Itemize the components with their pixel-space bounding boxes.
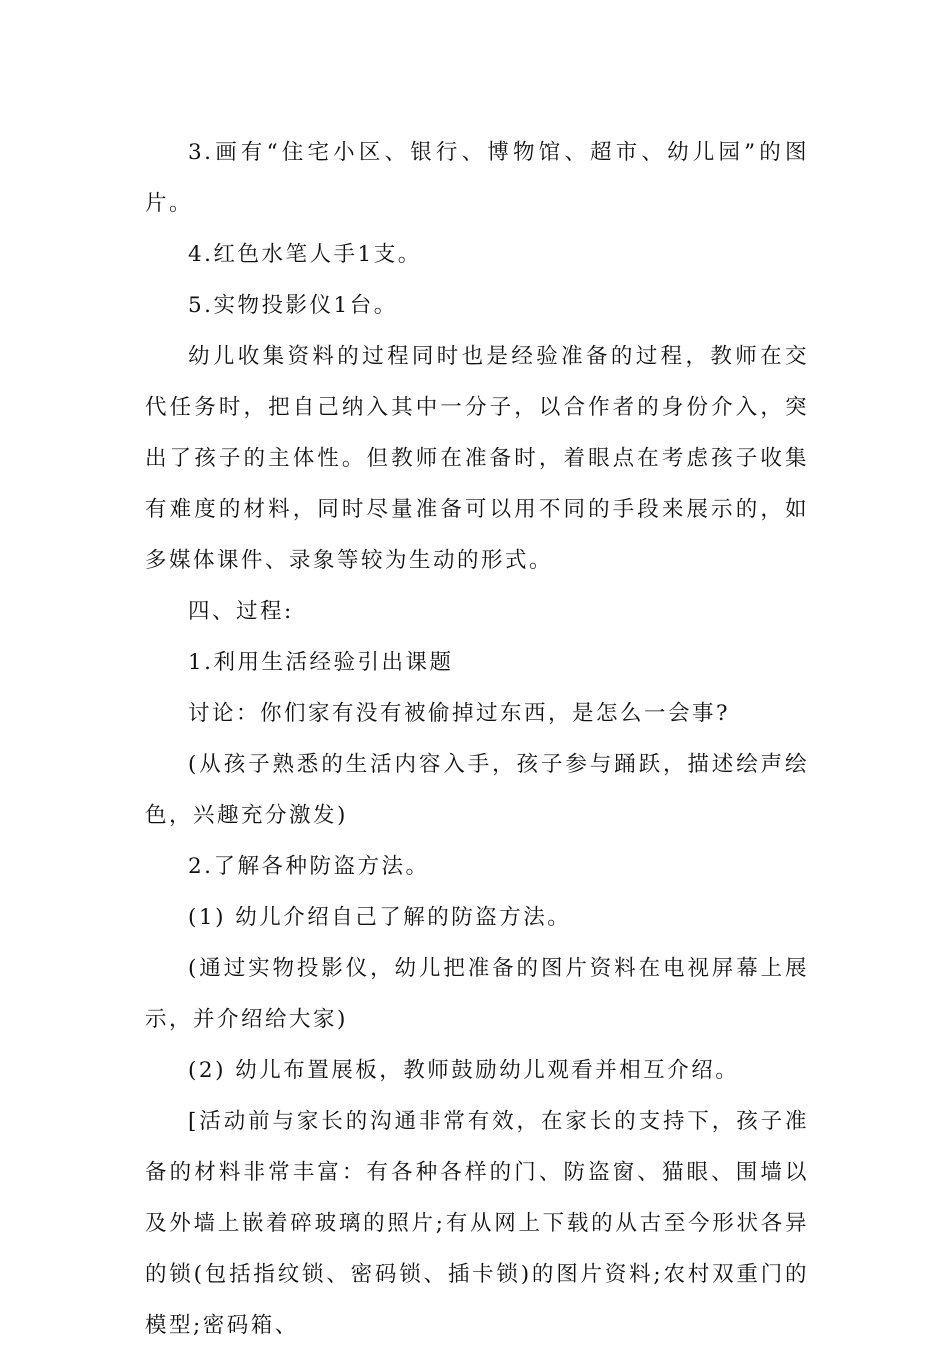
paragraph-discussion: 讨论：你们家有没有被偷掉过东西，是怎么一会事? xyxy=(188,701,731,726)
paragraph-step-1: 1.利用生活经验引出课题 xyxy=(188,650,454,675)
paragraph-step-1-note: (从孩子熟悉的生活内容入手，孩子参与踊跃，描述绘声绘色，兴趣充分激发) xyxy=(145,752,809,828)
paragraph-preparation-note: 幼儿收集资料的过程同时也是经验准备的过程，教师在交代任务时，把自己纳入其中一分子，以合作者的身份介入，突出了孩子的主体性。但教师在准备时，着眼点在考虑孩子收集有难度的材料，同时尽量准备可以用不同的手段来展示的，如多媒体课件、录象等较为生动的形式。 xyxy=(145,344,809,573)
paragraph-step-2-2: (2) 幼儿布置展板，教师鼓励幼儿观看并相互介绍。 xyxy=(188,1058,740,1083)
paragraph-materials-5: 5.实物投影仪1台。 xyxy=(188,293,398,318)
paragraph-step-2-2-note: [活动前与家长的沟通非常有效，在家长的支持下，孩子准备的材料非常丰富：有各种各样的门、防盗窗、猫眼、围墙以及外墙上嵌着碎玻璃的照片;有从网上下载的从古至今形状各异的锁(包括指纹锁、密码锁、插卡锁)的图片资料;农村双重门的模型;密码箱、 xyxy=(145,1109,809,1338)
paragraph-materials-4: 4.红色水笔人手1支。 xyxy=(188,242,422,267)
paragraph-step-2-1: (1) 幼儿介绍自己了解的防盗方法。 xyxy=(188,905,572,930)
document-body xyxy=(145,127,809,1351)
paragraph-materials-3: 3.画有“住宅小区、银行、博物馆、超市、幼儿园”的图片。 xyxy=(145,140,809,216)
paragraph-step-2-1-note: (通过实物投影仪，幼儿把准备的图片资料在电视屏幕上展示，并介绍给大家) xyxy=(145,956,809,1032)
paragraph-step-2: 2.了解各种防盗方法。 xyxy=(188,854,430,879)
section-heading-process: 四、过程: xyxy=(188,599,294,624)
